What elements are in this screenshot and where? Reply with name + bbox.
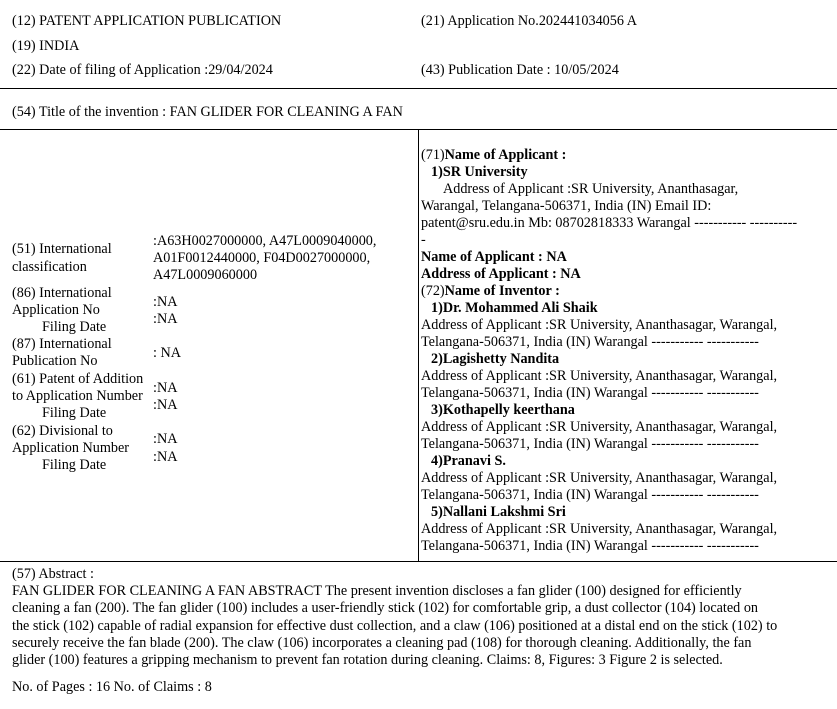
inventor-address: Telangana-506371, India (IN) Warangal ----------- ----------- [421, 436, 759, 452]
abstract-text: cleaning a fan (200). The fan glider (100) includes a user-friendly stick (102) for comfortable grip, a dust collector (104) located on [12, 600, 759, 616]
divisional-value: :NA [153, 449, 178, 465]
inventor-address: Telangana-506371, India (IN) Warangal ----------- ----------- [421, 538, 759, 554]
inventor-name: 4)Pranavi S. [431, 453, 506, 469]
intl-app-value: :NA [153, 294, 178, 310]
inventor-address: Telangana-506371, India (IN) Warangal ----------- ----------- [421, 334, 759, 350]
intl-app-label: Filing Date [42, 319, 107, 335]
country: (19) INDIA [12, 38, 80, 54]
application-number: (21) Application No.202441034056 A [421, 13, 637, 29]
addition-label: to Application Number [12, 388, 143, 404]
addition-label: (61) Patent of Addition [12, 371, 144, 387]
abstract-label: (57) Abstract : [12, 566, 94, 582]
intl-pub-label: (87) International [12, 336, 112, 352]
addition-value: :NA [153, 397, 178, 413]
applicant-address: - [421, 232, 426, 248]
inventor-address: Address of Applicant :SR University, Ananthasagar, Warangal, [421, 470, 778, 486]
applicant-address: Address of Applicant :SR University, Ananthasagar, [443, 181, 739, 197]
inventor-heading [421, 283, 833, 300]
divisional-label: (62) Divisional to [12, 423, 113, 439]
divisional-value: :NA [153, 431, 178, 447]
intl-app-value: :NA [153, 311, 178, 327]
inventor-name: 2)Lagishetty Nandita [431, 351, 560, 367]
publication-type: (12) PATENT APPLICATION PUBLICATION [12, 13, 282, 29]
abstract-text: glider (100) features a gripping mechanism to prevent fan rotation during cleaning. Claims: 8, Figures: 3 Figure 2 is selected. [12, 652, 723, 668]
inventor-address: Address of Applicant :SR University, Ananthasagar, Warangal, [421, 419, 778, 435]
applicant-inventor-section [421, 147, 833, 555]
page-claim-count: No. of Pages : 16 No. of Claims : 8 [12, 679, 212, 695]
section-code: (72) [421, 283, 445, 299]
intl-class-label: (51) International [12, 241, 112, 257]
divisional-label: Filing Date [42, 457, 107, 473]
abstract-text: the stick (102) capable of radial expansion for effective dust collection, and a claw (106) positioned at a distal end on the stick (102) to [12, 618, 778, 634]
addition-label: Filing Date [42, 405, 107, 421]
inventor-address: Address of Applicant :SR University, Ananthasagar, Warangal, [421, 521, 778, 537]
applicant-address: Warangal, Telangana-506371, India (IN) Email ID: [421, 198, 712, 214]
inventor-address: Telangana-506371, India (IN) Warangal ----------- ----------- [421, 385, 759, 401]
inventor-address: Address of Applicant :SR University, Ananthasagar, Warangal, [421, 368, 778, 384]
filing-date: (22) Date of filing of Application :29/04/2024 [12, 62, 273, 78]
inventor-name: 5)Nallani Lakshmi Sri [431, 504, 566, 520]
heading-text: Name of Inventor : [444, 283, 560, 299]
intl-class-label: classification [12, 259, 87, 275]
inventor-name: 1)Dr. Mohammed Ali Shaik [431, 300, 598, 316]
applicant-address-na: Address of Applicant : NA [421, 266, 581, 282]
column-divider [418, 129, 419, 561]
intl-pub-value: : NA [153, 345, 181, 361]
abstract-text: securely receive the fan blade (200). The claw (106) incorporates a cleaning pad (108) for thorough cleaning. Additionally, the fan [12, 635, 752, 651]
intl-class-value: A01F0012440000, F04D0027000000, [153, 250, 371, 266]
section-code: (71) [421, 147, 445, 163]
applicant-name-na: Name of Applicant : NA [421, 249, 567, 265]
invention-title: (54) Title of the invention : FAN GLIDER FOR CLEANING A FAN [12, 104, 403, 120]
intl-pub-label: Publication No [12, 353, 98, 369]
intl-class-value: :A63H0027000000, A47L0009040000, [153, 233, 377, 249]
heading-text: Name of Applicant : [444, 147, 567, 163]
divider [0, 561, 837, 562]
divider [0, 88, 837, 89]
intl-app-label: Application No [12, 302, 100, 318]
applicant-name: 1)SR University [431, 164, 528, 180]
abstract-text: FAN GLIDER FOR CLEANING A FAN ABSTRACT The present invention discloses a fan glider (100) designed for efficiently [12, 583, 742, 599]
addition-value: :NA [153, 380, 178, 396]
inventor-address: Address of Applicant :SR University, Ananthasagar, Warangal, [421, 317, 778, 333]
intl-app-label: (86) International [12, 285, 112, 301]
applicant-address: patent@sru.edu.in Mb: 08702818333 Warangal ----------- ---------- [421, 215, 798, 231]
divisional-label: Application Number [12, 440, 130, 456]
inventor-address: Telangana-506371, India (IN) Warangal ----------- ----------- [421, 487, 759, 503]
intl-class-value: A47L0009060000 [153, 267, 258, 283]
publication-date: (43) Publication Date : 10/05/2024 [421, 62, 619, 78]
applicant-heading [421, 147, 833, 164]
inventor-name: 3)Kothapelly keerthana [431, 402, 575, 418]
